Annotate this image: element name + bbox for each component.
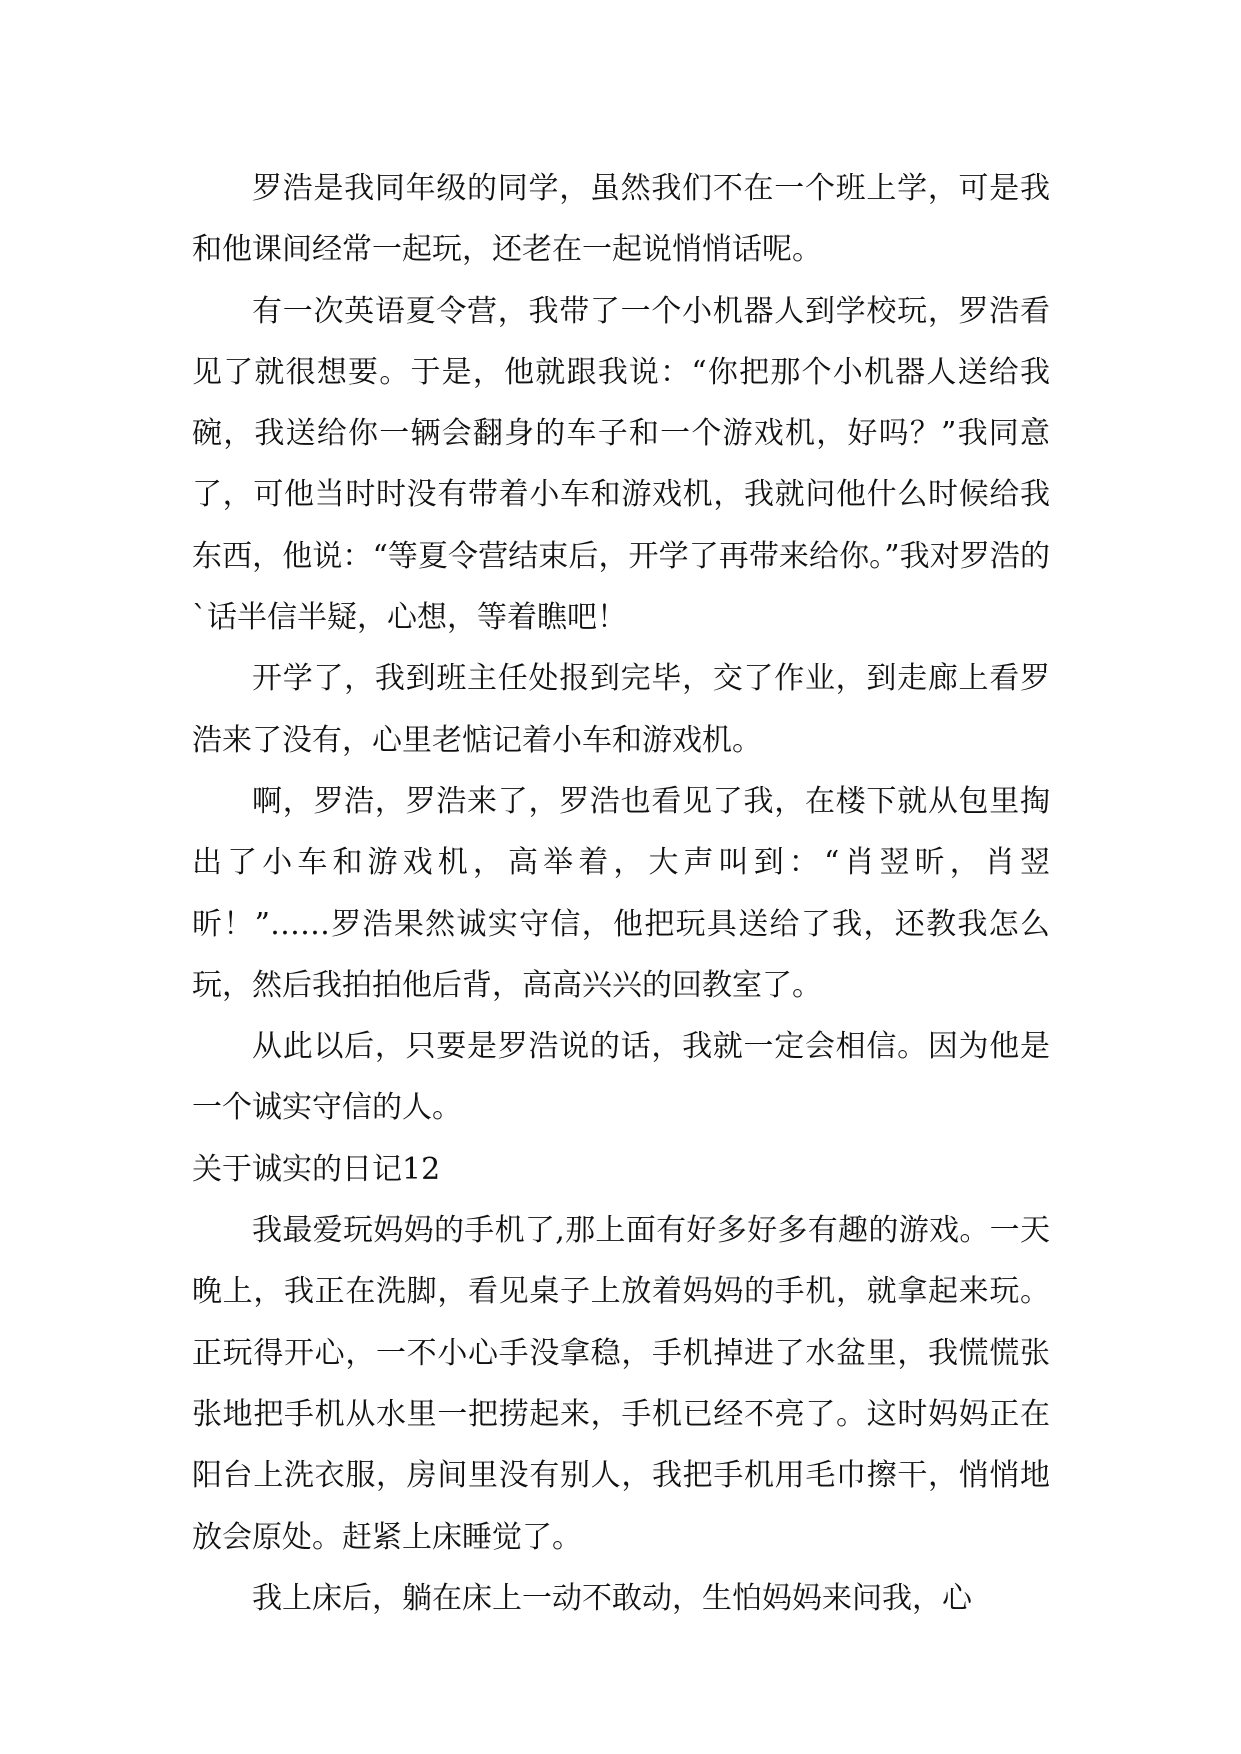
- document-page: [192, 158, 1050, 1629]
- paragraph-luohao-intro: 罗浩是我同年级的同学，虽然我们不在一个班上学，可是我和他课间经常一起玩，还老在一起说悄悄话呢。: [192, 171, 1050, 268]
- paragraph-school-start: 开学了，我到班主任处报到完毕，交了作业，到走廊上看罗浩来了没有，心里老惦记着小车和游戏机。: [192, 661, 1050, 758]
- diary-heading: 关于诚实的日记12: [192, 1151, 441, 1187]
- paragraph-phone-story: 我最爱玩妈妈的手机了,那上面有好多好多有趣的游戏。一天晚上，我正在洗脚，看见桌子上放着妈妈的手机，就拿起来玩。正玩得开心，一不小心手没拿稳，手机掉进了水盆里，我慌慌张张地把手机从水里一把捞起来，手机已经不亮了。这时妈妈正在阳台上洗衣服，房间里没有别人，我把手机用毛巾擦干，悄悄地放会原处。赶紧上床睡觉了。: [192, 1213, 1050, 1555]
- paragraph-in-bed: 我上床后，躺在床上一动不敢动，生怕妈妈来问我，心: [252, 1580, 972, 1616]
- paragraph-conclusion: 从此以后，只要是罗浩说的话，我就一定会相信。因为他是一个诚实守信的人。: [192, 1029, 1050, 1126]
- paragraph-summer-camp: 有一次英语夏令营，我带了一个小机器人到学校玩，罗浩看见了就很想要。于是，他就跟我说：“你把那个小机器人送给我碗，我送给你一辆会翻身的车子和一个游戏机，好吗？”我同意了，可他当时时没有带着小车和游戏机，我就问他什么时候给我东西，他说：“等夏令营结束后，开学了再带来给你。”我对罗浩的`话半信半疑，心想，等着瞧吧！: [192, 293, 1050, 636]
- paragraph-luohao-arrives: 啊，罗浩，罗浩来了，罗浩也看见了我，在楼下就从包里掏出了小车和游戏机，高举着，大声叫到：“肖翌昕，肖翌昕！”……罗浩果然诚实守信，他把玩具送给了我，还教我怎么玩，然后我拍拍他后背，高高兴兴的回教室了。: [192, 783, 1050, 1003]
